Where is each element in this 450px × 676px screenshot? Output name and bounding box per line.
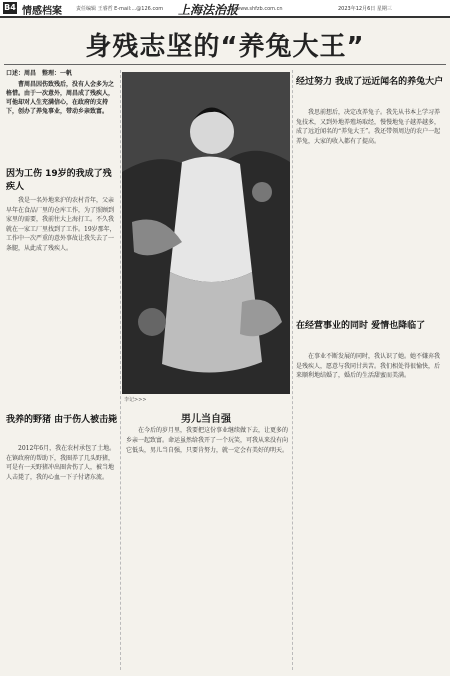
section-body-1 (6, 196, 118, 414)
section-body-2 (6, 444, 118, 670)
article-headline: 身残志坚的“养兔大王” (85, 32, 365, 62)
section-body-3 (296, 108, 444, 318)
paper-url: www.shfzb.com.cn (236, 6, 283, 12)
section-heading-3: 经过努力 我成了远近闻名的养兔大户 (296, 77, 444, 87)
section-heading-4: 在经营事业的同时 爱情也降临了 (296, 321, 426, 331)
article-byline: 口述：周昌 整理：一帆 (6, 70, 73, 77)
poem-text: 在今后的岁月里，我要把这份事业继续做下去，让更多的乡亲一起致富。命运虽然给我开了一个玩笑，可我从来没有向它低头，男儿当自强，只要肯努力，就一定会有美好的明天。 (126, 427, 288, 454)
poem-body (126, 426, 288, 670)
article-illustration (122, 72, 290, 394)
column-divider (292, 70, 293, 670)
section-text-2: 2012年6月，我在农村承包了土地。在镇政府的帮助下，我圈养了几头野猪，可是有一天野猪冲出圈舍伤了人，被当地人击毙了，我的心血一下子付诸东流。 (6, 445, 116, 481)
paper-logo: 上海法治报 (178, 3, 239, 17)
section-name: 情感档案 (22, 6, 62, 17)
section-heading-1: 因为工伤 19岁的我成了残疾人 (6, 169, 112, 192)
editor-credits: 责任编辑 王睿哲 E-mail:...@126.com (76, 6, 164, 12)
masthead (0, 0, 450, 18)
section-text-1: 我是一名外地来沪的农村青年，父亲早年在食品厂里的仓库工作，为了照顾到家里的需要，我前往大上海打工。不久我就在一家工厂里找到了工作。19岁那年，工作中一次严重的意外事故让我失去了一条腿，从此成了残疾人。 (6, 197, 116, 252)
section-text-4: 在事业不断发展的同时，我认识了她。她不嫌弃我是残疾人，愿意与我同甘共苦。我们相处得很愉快，后来顺利地结婚了，婚后的生活甜蜜而美满。 (296, 353, 441, 379)
issue-date: 2023年12月6日 星期三 (338, 6, 392, 12)
illustration-caption: 李记>>> (124, 397, 147, 403)
poem-title: 男儿当自强 (181, 414, 231, 425)
section-badge: B4 (4, 3, 16, 12)
illustration-artwork (122, 72, 290, 394)
section-body-4 (296, 352, 444, 670)
article-lede: 曹周昌因伤致残后，没有人会多为之格惜。由于一次意外，周昌成了残疾人，可他却对人生充满信心，在政府的支持下，创办了养兔事业，带动乡亲致富。 (6, 81, 115, 115)
column-divider (120, 70, 121, 670)
section-heading-2: 我养的野猪 由于伤人被击毙 (6, 415, 118, 425)
divider (4, 64, 446, 65)
section-text-3: 我思前想后，决定改养兔子。我先从书本上学习养兔技术，又到外地养殖场取经，慢慢地兔子越养越多，成了远近闻名的“养兔大王”。我还带领周边的农户一起养兔，大家的收入都有了提高。 (296, 109, 441, 145)
